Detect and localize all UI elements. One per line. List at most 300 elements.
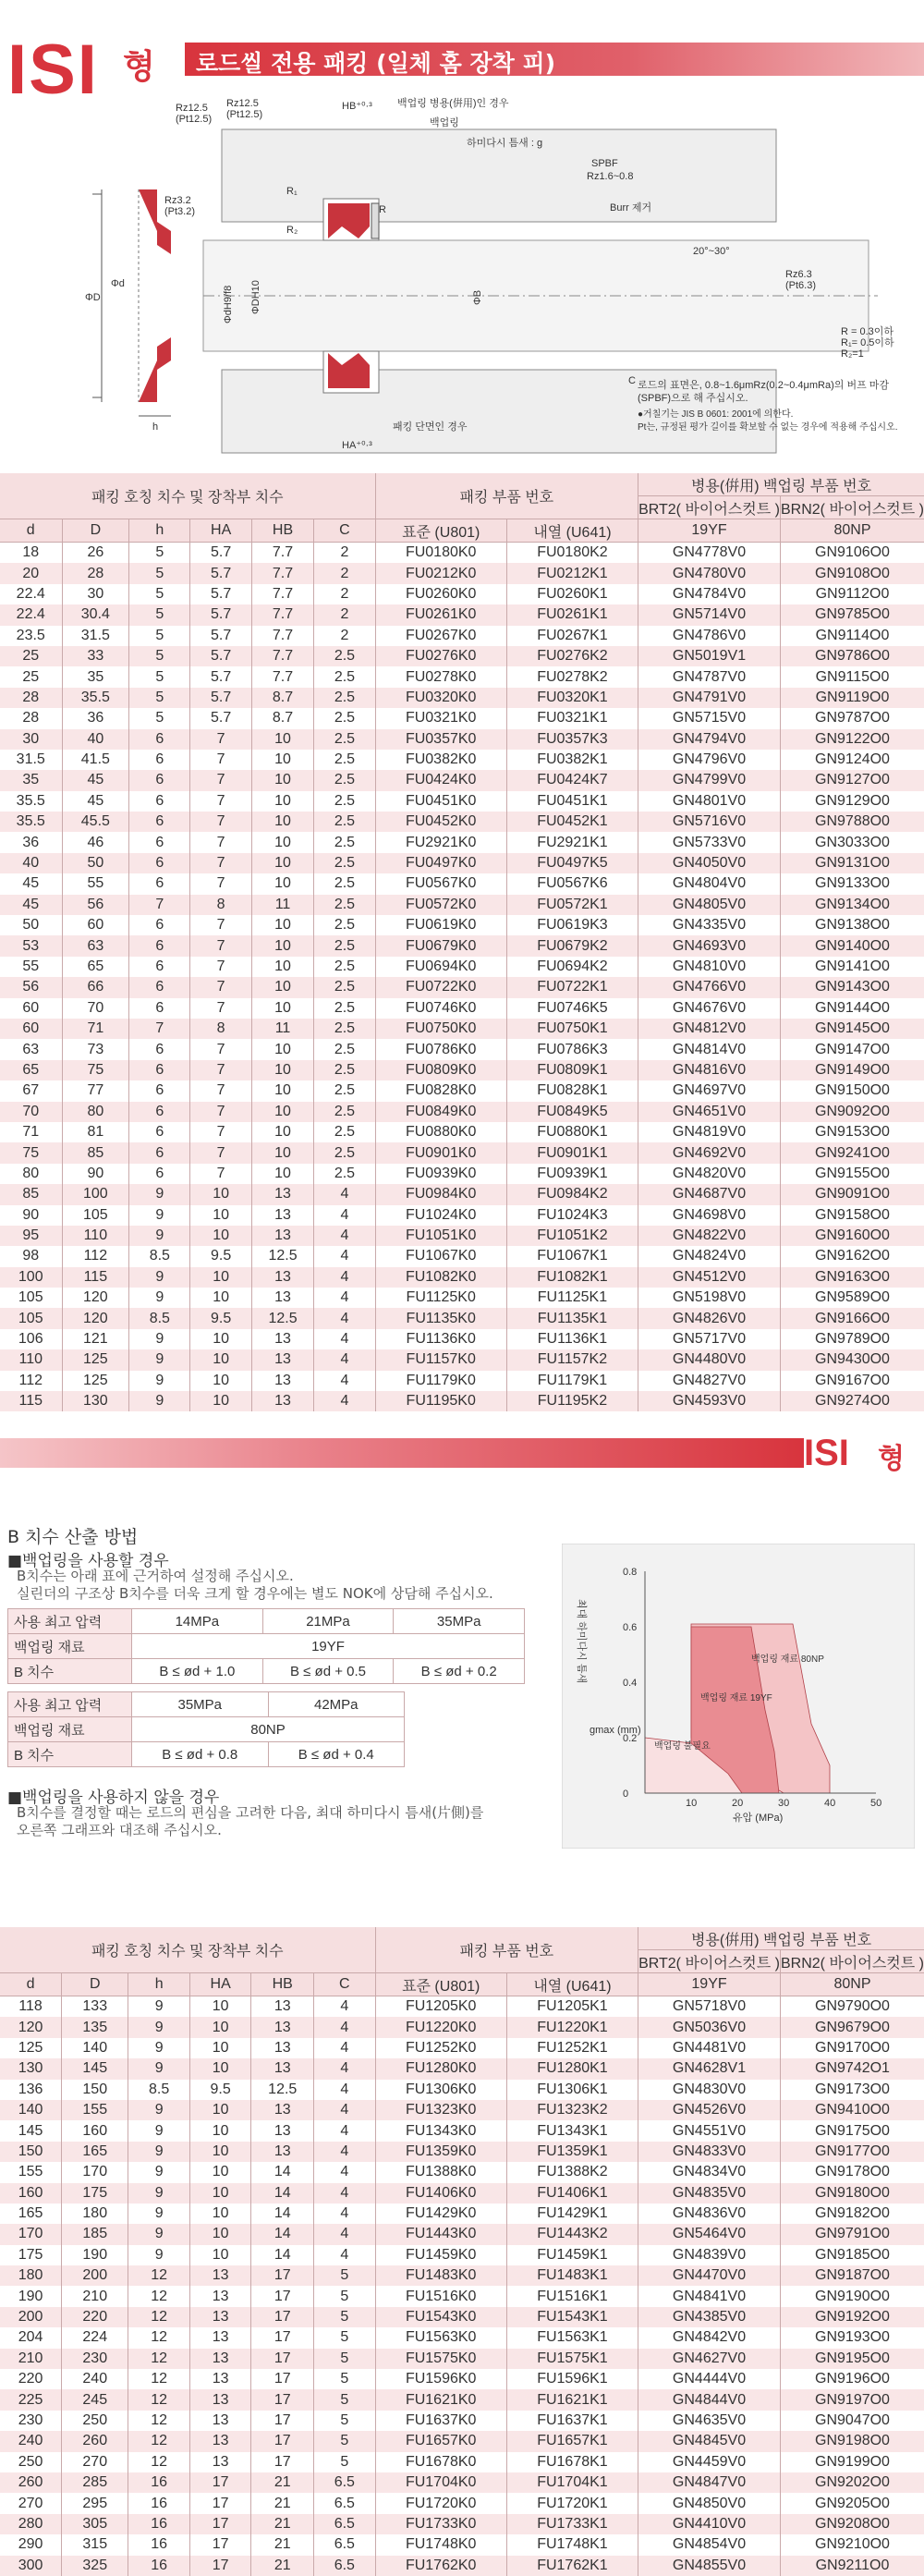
table-cell: 2 xyxy=(314,563,375,583)
table-cell: GN4676V0 xyxy=(638,998,781,1019)
table-cell: FU0567K0 xyxy=(375,873,506,894)
x-tick-label: 30 xyxy=(778,1798,790,1809)
table-cell: 270 xyxy=(62,2452,128,2472)
table-cell: 90 xyxy=(62,1164,129,1184)
housing-header: 패킹 호칭 치수 및 장착부 치수 xyxy=(0,473,375,519)
table-cell: 10 xyxy=(189,2038,251,2058)
table-cell: FU0267K1 xyxy=(506,626,638,646)
table-cell: GN4833V0 xyxy=(638,2142,781,2162)
table-cell: GN9195O0 xyxy=(780,2349,924,2369)
table-cell: 135 xyxy=(62,2017,128,2037)
label-burr: Burr 제거 xyxy=(610,202,652,214)
pressure-14: 14MPa xyxy=(132,1609,263,1634)
table-cell: 4 xyxy=(314,1267,375,1288)
column-header: HB xyxy=(251,1973,314,1996)
table-cell: 6 xyxy=(129,915,190,935)
table-cell: FU2921K0 xyxy=(375,832,506,852)
table-cell: 14 xyxy=(251,2204,314,2224)
table-cell: 13 xyxy=(251,2017,314,2037)
table-cell: 7.7 xyxy=(251,626,314,646)
table-cell: 6 xyxy=(129,1039,190,1059)
table-cell: 4 xyxy=(314,1329,375,1349)
table-cell: 180 xyxy=(62,2204,128,2224)
table-cell: GN4444V0 xyxy=(638,2369,781,2389)
table-row xyxy=(0,2431,924,2451)
table-row xyxy=(0,2080,924,2100)
table-cell: 6.5 xyxy=(314,2534,376,2555)
table-cell: GN9163O0 xyxy=(780,1267,924,1288)
table-row xyxy=(0,2038,924,2058)
table-cell: 55 xyxy=(62,873,129,894)
table-cell: GN9196O0 xyxy=(815,2371,890,2387)
table-cell: 17 xyxy=(251,2431,314,2451)
table-cell: 270 xyxy=(0,2493,62,2513)
table-cell: 4 xyxy=(314,2038,376,2058)
table-cell: 50 xyxy=(62,853,129,873)
table-cell: 13 xyxy=(189,2369,251,2389)
table-cell: 4 xyxy=(314,2204,376,2224)
table-cell: 285 xyxy=(62,2472,128,2493)
chart-xlabel: 유압 (MPa) xyxy=(733,1813,784,1824)
table-cell: 10 xyxy=(251,832,314,852)
table-cell: 10 xyxy=(251,1039,314,1059)
table-cell: GN4697V0 xyxy=(638,1080,781,1101)
table-cell: 10 xyxy=(190,1184,251,1204)
label-backup-note: 백업링 병용(倂用)인 경우 xyxy=(397,98,509,109)
table-cell: 10 xyxy=(251,957,314,977)
table-cell: 35 xyxy=(0,770,62,790)
table-cell: 115 xyxy=(0,1391,62,1411)
title-band-2 xyxy=(0,1438,804,1468)
dimension-table-1 xyxy=(0,473,924,1411)
table-cell: 240 xyxy=(62,2369,128,2389)
table-cell: 13 xyxy=(251,1205,314,1226)
table-cell: GN9175O0 xyxy=(815,2122,890,2139)
table-cell: GN4628V1 xyxy=(638,2058,781,2079)
table-cell: GN9158O0 xyxy=(815,1206,890,1223)
table-cell: 13 xyxy=(251,2038,314,2058)
table-cell: 6 xyxy=(129,832,190,852)
table-cell: 10 xyxy=(189,1996,251,2018)
table-cell: GN4842V0 xyxy=(638,2327,781,2348)
table-cell: FU2921K1 xyxy=(506,832,638,852)
table-cell: 6 xyxy=(129,770,190,790)
table-cell: 85 xyxy=(0,1184,62,1204)
table-cell: GN4826V0 xyxy=(638,1308,781,1328)
table-cell: GN4824V0 xyxy=(638,1246,781,1266)
region-80np-label: 백업링 재료 80NP xyxy=(751,1654,824,1665)
table-cell: 13 xyxy=(251,1329,314,1349)
table-cell: FU0849K0 xyxy=(375,1102,506,1122)
table-cell: 7 xyxy=(190,1164,251,1184)
table-cell: FU1205K0 xyxy=(375,1996,506,2018)
table-cell: FU0267K0 xyxy=(375,626,506,646)
table-row xyxy=(0,853,924,873)
table-cell: 16 xyxy=(128,2556,190,2576)
table-cell: GN4845V0 xyxy=(638,2431,781,2451)
table-cell: FU1082K0 xyxy=(375,1267,506,1288)
table-cell: FU1429K0 xyxy=(375,2204,506,2224)
table-cell: 140 xyxy=(0,2100,62,2120)
table-cell: 10 xyxy=(251,1164,314,1184)
column-header: 표준 (U801) xyxy=(375,1973,506,1996)
table-cell: 4 xyxy=(314,1205,375,1226)
table-cell: FU0939K1 xyxy=(506,1164,638,1184)
label-deg: 20°~30° xyxy=(693,246,730,257)
table-cell: GN9791O0 xyxy=(780,2224,924,2244)
column-header: 표준 (U801) xyxy=(375,519,506,543)
table-row xyxy=(0,2389,924,2410)
table-cell: FU1443K0 xyxy=(375,2224,506,2244)
table-cell: 9 xyxy=(128,2245,190,2265)
table-cell: 190 xyxy=(0,2286,62,2306)
table-cell: FU0451K0 xyxy=(375,791,506,812)
table-cell: GN9180O0 xyxy=(780,2183,924,2204)
table-cell: GN9144O0 xyxy=(815,999,890,1016)
table-cell: GN9208O0 xyxy=(780,2514,924,2534)
table-row xyxy=(0,935,924,956)
region-none-label: 백업링 불필요 xyxy=(654,1741,711,1752)
table-row xyxy=(0,1039,924,1059)
table-row xyxy=(0,1349,924,1370)
table-row xyxy=(0,1226,924,1246)
table-cell: 9 xyxy=(128,2100,190,2120)
table-cell: 80 xyxy=(62,1102,129,1122)
table-cell: 4 xyxy=(314,2100,376,2120)
table-cell: 6.5 xyxy=(314,2493,376,2513)
label-h: h xyxy=(152,421,159,433)
table-cell: 7.7 xyxy=(251,646,314,666)
table-cell: FU0880K1 xyxy=(506,1122,638,1142)
table-cell: 2.5 xyxy=(314,1019,375,1039)
table-cell: 2.5 xyxy=(314,895,375,915)
table-cell: GN9679O0 xyxy=(780,2017,924,2037)
table-cell: FU1621K0 xyxy=(375,2389,506,2410)
table-cell: 12 xyxy=(128,2389,190,2410)
table-cell: 17 xyxy=(251,2369,314,2389)
table-row xyxy=(0,1329,924,1349)
table-cell: 9 xyxy=(129,1349,190,1370)
table-cell: 13 xyxy=(251,1349,314,1370)
table-cell: 45 xyxy=(0,895,62,915)
table-row xyxy=(0,998,924,1019)
table-cell: GN4816V0 xyxy=(638,1060,781,1080)
table-cell: FU1024K0 xyxy=(375,1205,506,1226)
table-cell: 7.7 xyxy=(251,563,314,583)
table-cell: 6 xyxy=(129,729,190,750)
table-cell: 13 xyxy=(251,2058,314,2079)
table-cell: 13 xyxy=(189,2327,251,2348)
table-cell: 12 xyxy=(128,2369,190,2389)
table-cell: 295 xyxy=(62,2493,128,2513)
table-cell: GN4830V0 xyxy=(638,2080,781,2100)
table-cell: 10 xyxy=(251,1080,314,1101)
table-cell: GN4839V0 xyxy=(638,2245,781,2265)
table-cell: 25 xyxy=(0,666,62,687)
table-cell: 14 xyxy=(251,2224,314,2244)
table-cell: 6.5 xyxy=(314,2472,376,2493)
table-cell: 10 xyxy=(190,1329,251,1349)
table-cell: GN9141O0 xyxy=(815,958,890,974)
table-cell: 7 xyxy=(190,1142,251,1163)
table-row xyxy=(0,750,924,770)
table-cell: 73 xyxy=(62,1039,129,1059)
table-cell: FU1596K0 xyxy=(375,2369,506,2389)
table-cell: GN5019V1 xyxy=(638,646,781,666)
table-cell: 13 xyxy=(251,1391,314,1411)
label-r-val-2: R₂=1 xyxy=(841,348,864,360)
table-cell: GN4796V0 xyxy=(638,750,781,770)
table-cell: 5 xyxy=(314,2286,376,2306)
table-cell: 5 xyxy=(129,626,190,646)
table-cell: 8.5 xyxy=(129,1246,190,1266)
housing-header: 패킹 호칭 치수 및 장착부 치수 xyxy=(0,1927,375,1973)
table-cell: 31.5 xyxy=(0,750,62,770)
table-cell: 245 xyxy=(62,2389,128,2410)
table-row xyxy=(0,832,924,852)
table-cell: GN9134O0 xyxy=(780,895,924,915)
label-cross: 패킹 단면인 경우 xyxy=(393,421,468,433)
hyung-label-2: 형 xyxy=(878,1443,905,1475)
table-cell: FU1429K1 xyxy=(506,2204,638,2224)
table-cell: GN4827V0 xyxy=(638,1371,781,1391)
table-cell: FU0750K0 xyxy=(375,1019,506,1039)
table-cell: 300 xyxy=(0,2556,62,2576)
table-cell: 2.5 xyxy=(314,957,375,977)
table-cell: 7 xyxy=(190,812,251,832)
pressure-42: 42MPa xyxy=(268,1692,405,1717)
table-cell: 5 xyxy=(314,2411,376,2431)
table-cell: 145 xyxy=(62,2058,128,2079)
table-cell: 9 xyxy=(129,1329,190,1349)
table-cell: 325 xyxy=(62,2556,128,2576)
table-cell: 16 xyxy=(128,2514,190,2534)
table-cell: 4 xyxy=(314,1349,375,1370)
b-value: B ≤ ød + 1.0 xyxy=(132,1659,263,1684)
surface-note: 로드의 표면은, 0.8~1.6μmRz(0.2~0.4μmRa)의 버프 마감(SPBF)으로 해 주십시오. xyxy=(638,380,890,404)
table-cell: 28 xyxy=(0,688,62,708)
table-cell: 13 xyxy=(189,2307,251,2327)
table-cell: FU1459K1 xyxy=(506,2245,638,2265)
table-cell: FU1543K0 xyxy=(375,2307,506,2327)
table-cell: GN4784V0 xyxy=(638,584,781,604)
table-cell: 13 xyxy=(189,2411,251,2431)
table-cell: 155 xyxy=(62,2100,128,2120)
table-cell: 7 xyxy=(190,1102,251,1122)
isi-logo-2: ISI xyxy=(804,1433,849,1473)
table-cell: 5 xyxy=(129,666,190,687)
table-cell: GN4850V0 xyxy=(638,2493,781,2513)
table-cell: GN4794V0 xyxy=(638,729,781,750)
pressure-35: 35MPa xyxy=(394,1609,525,1634)
table-cell: 12 xyxy=(128,2349,190,2369)
table-cell: 10 xyxy=(190,1267,251,1288)
table-cell: GN4814V0 xyxy=(638,1039,781,1059)
table-cell: 21 xyxy=(251,2514,314,2534)
table-cell: FU1516K0 xyxy=(375,2286,506,2306)
table-cell: 10 xyxy=(190,1226,251,1246)
table-cell: 4 xyxy=(314,2142,376,2162)
table-row xyxy=(0,1122,924,1142)
table-row xyxy=(0,2493,924,2513)
table-cell: GN9167O0 xyxy=(815,1372,890,1388)
table-cell: 5 xyxy=(129,563,190,583)
table-cell: 2.5 xyxy=(314,688,375,708)
table-cell: 290 xyxy=(0,2534,62,2555)
table-row xyxy=(0,873,924,894)
table-cell: 7 xyxy=(129,1019,190,1039)
table-cell: 45 xyxy=(0,873,62,894)
table-cell: 2.5 xyxy=(314,646,375,666)
table-cell: FU0278K0 xyxy=(375,666,506,687)
table-cell: FU0619K0 xyxy=(375,915,506,935)
table-cell: 6 xyxy=(129,812,190,832)
table-cell: GN5715V0 xyxy=(638,708,781,728)
x-tick-label: 50 xyxy=(870,1798,882,1809)
table-cell: GN5198V0 xyxy=(638,1288,781,1308)
table-cell: 4 xyxy=(314,1391,375,1411)
table-cell: 2 xyxy=(314,604,375,625)
table-cell: FU1406K1 xyxy=(506,2183,638,2204)
table-cell: FU1762K1 xyxy=(506,2556,638,2576)
table-cell: GN4778V0 xyxy=(638,543,781,564)
table-row xyxy=(0,2411,924,2431)
table-cell: 145 xyxy=(0,2120,62,2141)
table-cell: GN4551V0 xyxy=(638,2120,781,2141)
table-cell: FU1733K0 xyxy=(375,2514,506,2534)
table-cell: GN9140O0 xyxy=(780,935,924,956)
table-cell: 7 xyxy=(190,1039,251,1059)
table-cell: 17 xyxy=(251,2411,314,2431)
table-cell: 112 xyxy=(62,1246,129,1266)
table-cell: FU0880K0 xyxy=(375,1122,506,1142)
table-cell: 9 xyxy=(128,2183,190,2204)
table-cell: 21 xyxy=(251,2534,314,2555)
table-cell: GN9202O0 xyxy=(780,2472,924,2493)
table-cell: GN4385V0 xyxy=(638,2307,781,2327)
table-cell: GN9178O0 xyxy=(815,2164,890,2180)
table-cell: 77 xyxy=(62,1080,129,1101)
table-row xyxy=(0,957,924,977)
table-cell: FU1748K0 xyxy=(375,2534,506,2555)
table-cell: 2 xyxy=(314,543,375,564)
table-cell: 10 xyxy=(189,2204,251,2224)
table-row xyxy=(0,2017,924,2037)
table-cell: FU1343K0 xyxy=(375,2120,506,2141)
table-cell: 10 xyxy=(189,2058,251,2079)
table-cell: FU1657K0 xyxy=(375,2431,506,2451)
table-cell: FU0939K0 xyxy=(375,1164,506,1184)
table-cell: 4 xyxy=(314,2120,376,2141)
table-cell: 9 xyxy=(128,2038,190,2058)
table-cell: FU0424K0 xyxy=(375,770,506,790)
pressure-21: 21MPa xyxy=(262,1609,394,1634)
table-cell: 9 xyxy=(129,1205,190,1226)
table-cell: 10 xyxy=(189,2245,251,2265)
table-cell: FU1280K0 xyxy=(375,2058,506,2079)
table-row xyxy=(0,1164,924,1184)
table-cell: GN9153O0 xyxy=(815,1124,890,1141)
label-r: R xyxy=(379,204,386,215)
table-cell: 7 xyxy=(190,957,251,977)
table-cell: 4 xyxy=(314,2080,376,2100)
table-cell: FU0619K3 xyxy=(506,915,638,935)
x-tick-label: 40 xyxy=(824,1798,836,1809)
table-cell: 60 xyxy=(62,915,129,935)
table-cell: 56 xyxy=(62,895,129,915)
table-row xyxy=(0,2224,924,2244)
table-cell: 30 xyxy=(62,584,129,604)
table-cell: 5 xyxy=(314,2307,376,2327)
table-cell: 5.7 xyxy=(190,604,251,625)
table-cell: 6 xyxy=(129,1060,190,1080)
table-cell: 8 xyxy=(190,1019,251,1039)
table-cell: FU1082K1 xyxy=(506,1267,638,1288)
table-cell: 5.7 xyxy=(190,666,251,687)
table-cell: 17 xyxy=(189,2472,251,2493)
table-cell: 21 xyxy=(251,2472,314,2493)
table-cell: 75 xyxy=(0,1142,62,1163)
table-cell: 6.5 xyxy=(314,2514,376,2534)
table-cell: GN9047O0 xyxy=(815,2412,890,2428)
table-cell: GN4635V0 xyxy=(638,2411,781,2431)
table-cell: 36 xyxy=(0,832,62,852)
table-cell: GN9138O0 xyxy=(815,917,890,934)
table-cell: GN4512V0 xyxy=(638,1267,781,1288)
table-cell: 220 xyxy=(0,2369,62,2389)
table-cell: 5 xyxy=(314,2431,376,2451)
table-cell: FU1657K1 xyxy=(506,2431,638,2451)
pressure-35: 35MPa xyxy=(132,1692,269,1717)
table-cell: GN4805V0 xyxy=(638,895,781,915)
table-cell: FU0567K6 xyxy=(506,873,638,894)
table-cell: 9 xyxy=(128,1996,190,2018)
table-cell: 12.5 xyxy=(251,1246,314,1266)
table-cell: 2.5 xyxy=(314,1060,375,1080)
material-80np: 80NP xyxy=(132,1717,405,1742)
table-row xyxy=(0,770,924,790)
table-cell: FU0722K1 xyxy=(506,977,638,997)
table-cell: 13 xyxy=(189,2431,251,2451)
table-cell: FU1748K1 xyxy=(506,2534,638,2555)
table-cell: 5.7 xyxy=(190,688,251,708)
table-cell: FU0849K5 xyxy=(506,1102,638,1122)
table-cell: 12.5 xyxy=(251,2080,314,2100)
table-cell: FU0180K0 xyxy=(375,543,506,564)
table-cell: 90 xyxy=(0,1205,62,1226)
table-cell: 315 xyxy=(62,2534,128,2555)
table-cell: 2 xyxy=(314,584,375,604)
label-r-val-1: R₁= 0.5이하 xyxy=(841,337,894,348)
table-cell: GN4820V0 xyxy=(638,1164,781,1184)
label-ha: HA⁺⁰·³ xyxy=(342,440,372,451)
table-cell: GN9108O0 xyxy=(780,563,924,583)
table-cell: 120 xyxy=(62,1308,129,1328)
table-cell: 4 xyxy=(314,2245,376,2265)
chart-ylabel: 최대 하미다시 틈새 xyxy=(576,1599,587,1684)
table-cell: 204 xyxy=(0,2327,62,2348)
table-cell: 2.5 xyxy=(314,708,375,728)
table-cell: 105 xyxy=(62,1205,129,1226)
table-cell: FU1136K0 xyxy=(375,1329,506,1349)
pressure-key: 사용 최고 압력 xyxy=(8,1609,132,1634)
table-cell: 8.5 xyxy=(129,1308,190,1328)
table-row xyxy=(0,1019,924,1039)
table-cell: 40 xyxy=(0,853,62,873)
table-cell: 9.5 xyxy=(189,2080,251,2100)
table-cell: 13 xyxy=(251,2100,314,2120)
table-cell: GN9155O0 xyxy=(815,1165,890,1181)
